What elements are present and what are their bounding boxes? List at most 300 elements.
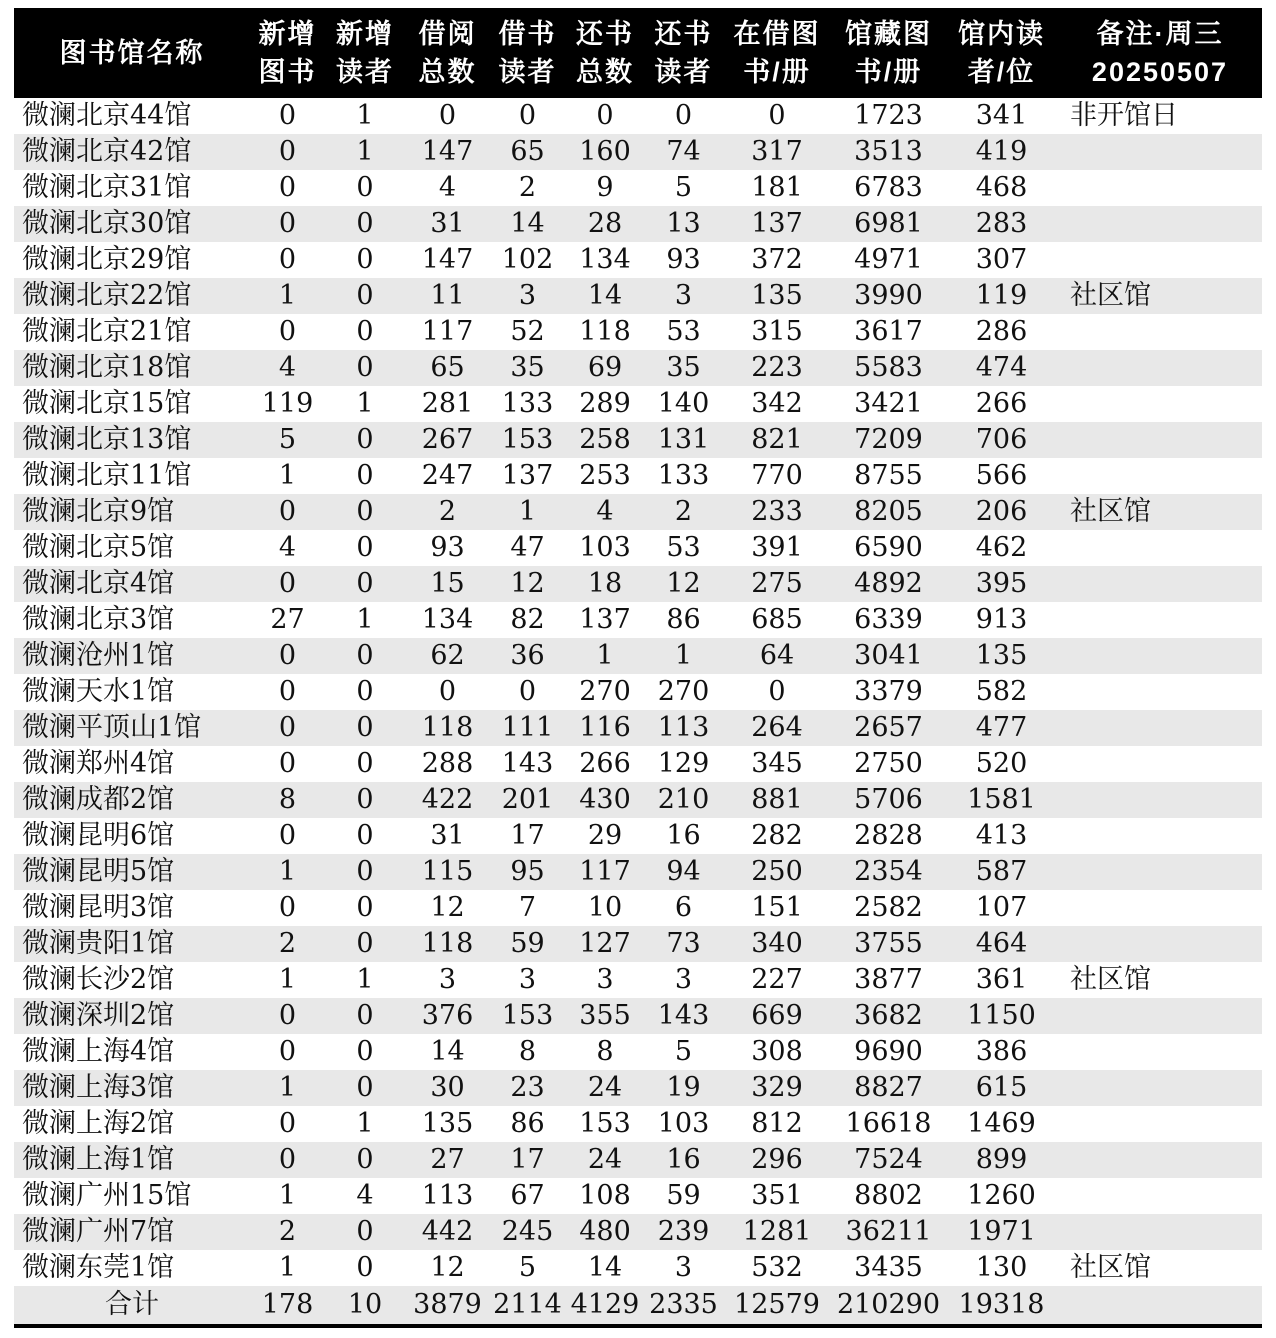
cell-return-readers: 13	[666, 208, 701, 239]
cell-new-readers: 0	[356, 1252, 374, 1283]
cell-books-on-loan: 0	[768, 100, 786, 131]
cell-borrow-total: 117	[421, 316, 474, 347]
cell-return-total: 266	[579, 748, 631, 779]
cell-library-name: 微澜平顶山1馆	[22, 712, 202, 743]
cell-collection-volumes: 3041	[854, 640, 923, 671]
cell-remark	[1058, 350, 1262, 386]
cell-in-library-readers: 395	[975, 568, 1028, 599]
table-header	[14, 8, 1262, 98]
header-library-name: 图书馆名称	[14, 8, 250, 98]
cell-return-readers: 140	[657, 388, 710, 419]
cell-return-total: 4	[596, 496, 614, 527]
cell-remark	[1058, 422, 1262, 458]
cell-borrow-readers: 67	[510, 1180, 545, 1211]
cell-collection-volumes: 7524	[854, 1144, 923, 1175]
cell-new-books: 0	[278, 172, 297, 203]
cell-new-books: 0	[278, 892, 297, 923]
cell-library-name: 微澜上海4馆	[22, 1036, 175, 1067]
table-row	[14, 1034, 1262, 1070]
cell-borrow-readers: 59	[510, 928, 545, 959]
cell-remark	[1058, 386, 1262, 422]
cell-collection-volumes: 8755	[854, 460, 923, 491]
cell-collection-volumes: 9690	[854, 1036, 923, 1067]
cell-return-readers: 16	[666, 820, 701, 851]
cell-books-on-loan: 329	[751, 1072, 803, 1103]
cell-remark	[1058, 1142, 1262, 1178]
cell-new-readers: 1	[356, 1108, 374, 1139]
cell-in-library-readers: 283	[975, 208, 1028, 239]
cell-in-library-readers: 1260	[967, 1180, 1036, 1211]
cell-collection-volumes: 36211	[845, 1216, 932, 1247]
cell-borrow-readers: 137	[501, 460, 554, 491]
cell-in-library-readers: 307	[975, 244, 1028, 275]
total-remark	[1058, 1286, 1262, 1326]
cell-return-readers: 0	[674, 100, 693, 131]
cell-remark	[1058, 242, 1262, 278]
cell-books-on-loan: 275	[751, 568, 803, 599]
table-row	[14, 1070, 1262, 1106]
cell-books-on-loan: 351	[751, 1180, 803, 1211]
cell-new-readers: 0	[356, 316, 374, 347]
cell-return-readers: 131	[657, 424, 710, 455]
cell-books-on-loan: 345	[751, 748, 803, 779]
cell-collection-volumes: 4971	[854, 244, 923, 275]
cell-books-on-loan: 821	[751, 424, 803, 455]
cell-borrow-readers: 14	[510, 208, 545, 239]
cell-books-on-loan: 250	[751, 856, 803, 887]
cell-books-on-loan: 0	[768, 676, 786, 707]
cell-new-books: 0	[278, 1144, 297, 1175]
cell-in-library-readers: 1581	[967, 784, 1036, 815]
table-row	[14, 566, 1262, 602]
table-row	[14, 494, 1262, 530]
cell-new-books: 0	[278, 712, 297, 743]
cell-new-readers: 0	[356, 172, 374, 203]
cell-new-books: 0	[278, 136, 297, 167]
cell-library-name: 微澜广州15馆	[22, 1180, 192, 1211]
cell-library-name: 微澜北京42馆	[22, 136, 192, 167]
cell-library-name: 微澜北京21馆	[22, 316, 192, 347]
cell-remark	[1058, 854, 1262, 890]
cell-remark	[1058, 134, 1262, 170]
cell-return-readers: 16	[666, 1144, 701, 1175]
cell-return-total: 134	[579, 244, 631, 275]
table-row	[14, 98, 1262, 134]
cell-return-readers: 73	[666, 928, 701, 959]
cell-new-readers: 0	[356, 280, 374, 311]
table-row	[14, 710, 1262, 746]
table-footer	[14, 1286, 1262, 1326]
cell-collection-volumes: 7209	[854, 424, 923, 455]
table-row	[14, 386, 1262, 422]
cell-books-on-loan: 881	[751, 784, 803, 815]
cell-borrow-total: 0	[438, 100, 457, 131]
cell-library-name: 微澜昆明3馆	[22, 892, 175, 923]
cell-borrow-total: 147	[421, 244, 474, 275]
cell-borrow-total: 3	[438, 964, 457, 995]
cell-books-on-loan: 137	[751, 208, 803, 239]
cell-new-readers: 0	[356, 748, 374, 779]
cell-new-readers: 0	[356, 784, 374, 815]
cell-borrow-total: 2	[438, 496, 457, 527]
cell-new-books: 1	[278, 964, 297, 995]
cell-return-total: 116	[579, 712, 631, 743]
cell-collection-volumes: 3435	[854, 1252, 923, 1283]
cell-library-name: 微澜北京4馆	[22, 568, 175, 599]
cell-collection-volumes: 8827	[854, 1072, 923, 1103]
table-row	[14, 314, 1262, 350]
cell-new-books: 119	[261, 388, 314, 419]
cell-collection-volumes: 2657	[854, 712, 923, 743]
cell-books-on-loan: 308	[751, 1036, 803, 1067]
cell-borrow-readers: 47	[510, 532, 545, 563]
header-row	[14, 8, 1262, 98]
cell-borrow-total: 267	[421, 424, 474, 455]
cell-return-total: 0	[596, 100, 614, 131]
cell-return-total: 24	[587, 1072, 623, 1103]
cell-collection-volumes: 2354	[854, 856, 923, 887]
cell-remark	[1058, 1178, 1262, 1214]
cell-new-books: 0	[278, 676, 297, 707]
cell-new-readers: 0	[356, 892, 374, 923]
header-books-on-loan: 在借图 书/册	[722, 8, 832, 98]
cell-new-readers: 1	[356, 388, 374, 419]
cell-books-on-loan: 685	[751, 604, 803, 635]
cell-borrow-total: 118	[421, 712, 474, 743]
cell-return-readers: 19	[666, 1072, 701, 1103]
cell-borrow-readers: 95	[510, 856, 545, 887]
cell-return-total: 127	[579, 928, 631, 959]
cell-borrow-total: 65	[430, 352, 465, 383]
cell-return-total: 18	[587, 568, 623, 599]
cell-return-total: 69	[587, 352, 623, 383]
cell-in-library-readers: 566	[975, 460, 1028, 491]
total-new-readers: 10	[347, 1289, 383, 1320]
cell-borrow-total: 31	[430, 820, 465, 851]
cell-new-books: 0	[278, 820, 297, 851]
cell-books-on-loan: 223	[751, 352, 803, 383]
cell-books-on-loan: 135	[751, 280, 803, 311]
cell-remark	[1058, 1214, 1262, 1250]
cell-new-readers: 1	[356, 100, 374, 131]
cell-books-on-loan: 181	[751, 172, 803, 203]
cell-collection-volumes: 5583	[854, 352, 923, 383]
cell-remark	[1058, 170, 1262, 206]
footer-row	[14, 1286, 1262, 1326]
cell-borrow-readers: 102	[501, 244, 554, 275]
cell-borrow-readers: 1	[518, 496, 537, 527]
cell-in-library-readers: 130	[975, 1252, 1028, 1283]
cell-return-readers: 93	[666, 244, 701, 275]
cell-new-readers: 0	[356, 712, 374, 743]
table-row	[14, 422, 1262, 458]
cell-library-name: 微澜北京13馆	[22, 424, 192, 455]
cell-return-readers: 59	[666, 1180, 701, 1211]
cell-return-total: 29	[587, 820, 623, 851]
cell-library-name: 微澜天水1馆	[22, 676, 175, 707]
cell-library-name: 微澜上海3馆	[22, 1072, 175, 1103]
cell-library-name: 微澜贵阳1馆	[22, 928, 175, 959]
cell-in-library-readers: 913	[975, 604, 1028, 635]
header-new-books: 新增 图书	[250, 8, 325, 98]
cell-collection-volumes: 8802	[854, 1180, 923, 1211]
cell-remark	[1058, 746, 1262, 782]
cell-books-on-loan: 315	[751, 316, 803, 347]
cell-remark: 社区馆	[1070, 1252, 1151, 1283]
cell-books-on-loan: 1281	[742, 1216, 812, 1247]
cell-borrow-readers: 3	[518, 964, 537, 995]
table-row	[14, 350, 1262, 386]
cell-return-total: 117	[579, 856, 631, 887]
cell-new-readers: 0	[356, 496, 374, 527]
cell-in-library-readers: 119	[975, 280, 1028, 311]
cell-remark	[1058, 458, 1262, 494]
cell-return-readers: 3	[674, 280, 693, 311]
cell-return-readers: 103	[657, 1108, 710, 1139]
cell-books-on-loan: 233	[751, 496, 803, 527]
cell-remark	[1058, 926, 1262, 962]
cell-borrow-readers: 111	[501, 712, 554, 743]
cell-borrow-total: 115	[421, 856, 474, 887]
cell-new-books: 27	[270, 604, 305, 635]
cell-in-library-readers: 464	[975, 928, 1028, 959]
cell-remark	[1058, 710, 1262, 746]
cell-collection-volumes: 3513	[854, 136, 923, 167]
cell-borrow-readers: 143	[501, 748, 554, 779]
cell-new-books: 2	[278, 928, 297, 959]
cell-new-readers: 0	[356, 424, 374, 455]
cell-new-readers: 0	[356, 1000, 374, 1031]
cell-books-on-loan: 340	[751, 928, 803, 959]
cell-new-books: 1	[278, 856, 297, 887]
cell-return-readers: 113	[657, 712, 710, 743]
cell-books-on-loan: 151	[751, 892, 803, 923]
cell-new-books: 0	[278, 100, 297, 131]
cell-new-books: 0	[278, 316, 297, 347]
header-borrow-readers: 借书 读者	[490, 8, 565, 98]
cell-return-total: 108	[579, 1180, 631, 1211]
cell-collection-volumes: 1723	[854, 100, 923, 131]
cell-in-library-readers: 1469	[967, 1108, 1036, 1139]
cell-borrow-readers: 5	[518, 1252, 537, 1283]
cell-borrow-readers: 17	[510, 820, 545, 851]
table-row	[14, 1106, 1262, 1142]
total-new-books: 178	[261, 1289, 314, 1320]
header-collection-volumes: 馆藏图 书/册	[832, 8, 945, 98]
cell-remark: 非开馆日	[1070, 100, 1178, 131]
cell-borrow-readers: 0	[518, 676, 537, 707]
cell-return-total: 355	[579, 1000, 631, 1031]
total-return-readers: 2335	[649, 1289, 718, 1320]
cell-library-name: 微澜北京18馆	[22, 352, 192, 383]
cell-collection-volumes: 6981	[854, 208, 923, 239]
table-row	[14, 998, 1262, 1034]
cell-borrow-readers: 17	[510, 1144, 545, 1175]
cell-borrow-readers: 201	[501, 784, 554, 815]
cell-library-name: 微澜北京5馆	[22, 532, 175, 563]
cell-new-books: 0	[278, 640, 297, 671]
cell-remark	[1058, 206, 1262, 242]
cell-in-library-readers: 419	[975, 136, 1028, 167]
cell-new-readers: 0	[356, 244, 374, 275]
cell-return-readers: 94	[666, 856, 701, 887]
cell-new-readers: 0	[356, 676, 374, 707]
header-new-readers: 新增 读者	[325, 8, 405, 98]
cell-new-books: 2	[278, 1216, 297, 1247]
cell-return-total: 253	[579, 460, 631, 491]
cell-return-readers: 74	[666, 136, 701, 167]
cell-in-library-readers: 107	[975, 892, 1028, 923]
total-in-library-readers: 19318	[958, 1289, 1045, 1320]
cell-borrow-readers: 2	[518, 172, 537, 203]
cell-borrow-readers: 82	[510, 604, 545, 635]
cell-new-readers: 1	[356, 136, 374, 167]
cell-library-name: 微澜北京44馆	[22, 100, 192, 131]
cell-borrow-total: 147	[421, 136, 474, 167]
cell-return-total: 28	[587, 208, 623, 239]
cell-in-library-readers: 899	[975, 1144, 1028, 1175]
cell-borrow-total: 135	[421, 1108, 474, 1139]
cell-remark	[1058, 314, 1262, 350]
cell-new-readers: 0	[356, 1144, 374, 1175]
cell-in-library-readers: 361	[975, 964, 1028, 995]
cell-in-library-readers: 1971	[967, 1216, 1036, 1247]
cell-new-readers: 0	[356, 640, 374, 671]
cell-return-total: 160	[579, 136, 631, 167]
total-borrow-readers: 2114	[493, 1289, 562, 1320]
cell-borrow-total: 27	[430, 1144, 465, 1175]
cell-return-readers: 5	[674, 172, 693, 203]
cell-new-books: 5	[278, 424, 297, 455]
cell-return-total: 289	[579, 388, 631, 419]
table-row	[14, 134, 1262, 170]
header-remark-date: 备注·周三 20250507	[1058, 8, 1262, 98]
cell-new-books: 1	[278, 1072, 297, 1103]
cell-borrow-readers: 35	[510, 352, 545, 383]
cell-return-readers: 1	[674, 640, 693, 671]
cell-borrow-readers: 153	[501, 1000, 554, 1031]
cell-new-books: 0	[278, 1036, 297, 1067]
cell-borrow-total: 281	[421, 388, 474, 419]
cell-borrow-readers: 65	[510, 136, 545, 167]
cell-borrow-total: 12	[430, 892, 465, 923]
cell-in-library-readers: 587	[975, 856, 1028, 887]
cell-return-readers: 3	[674, 1252, 693, 1283]
cell-borrow-readers: 245	[501, 1216, 554, 1247]
cell-new-books: 0	[278, 208, 297, 239]
cell-borrow-readers: 0	[518, 100, 537, 131]
cell-in-library-readers: 468	[975, 172, 1028, 203]
cell-borrow-total: 422	[421, 784, 474, 815]
cell-return-readers: 239	[657, 1216, 710, 1247]
cell-library-name: 微澜昆明5馆	[22, 856, 175, 887]
cell-borrow-total: 113	[421, 1180, 474, 1211]
header-in-library-readers: 馆内读 者/位	[945, 8, 1058, 98]
cell-in-library-readers: 474	[975, 352, 1028, 383]
cell-collection-volumes: 3877	[854, 964, 923, 995]
cell-new-readers: 1	[356, 964, 374, 995]
cell-new-books: 0	[278, 244, 297, 275]
cell-borrow-total: 376	[421, 1000, 474, 1031]
cell-library-name: 微澜郑州4馆	[22, 748, 175, 779]
cell-remark: 社区馆	[1070, 280, 1151, 311]
cell-books-on-loan: 264	[751, 712, 803, 743]
cell-return-total: 24	[587, 1144, 623, 1175]
cell-library-name: 微澜上海1馆	[22, 1144, 175, 1175]
cell-borrow-total: 118	[421, 928, 474, 959]
cell-return-total: 14	[587, 280, 623, 311]
table-row	[14, 782, 1262, 818]
cell-in-library-readers: 462	[975, 532, 1028, 563]
cell-collection-volumes: 3682	[854, 1000, 923, 1031]
cell-collection-volumes: 6590	[854, 532, 923, 563]
cell-return-total: 480	[579, 1216, 631, 1247]
cell-remark	[1058, 1106, 1262, 1142]
cell-library-name: 微澜北京31馆	[22, 172, 192, 203]
cell-library-name: 微澜北京11馆	[22, 460, 192, 491]
cell-new-readers: 0	[356, 856, 374, 887]
cell-return-readers: 53	[666, 532, 701, 563]
table-row	[14, 1178, 1262, 1214]
cell-library-name: 微澜上海2馆	[22, 1108, 175, 1139]
cell-borrow-total: 31	[430, 208, 465, 239]
table-row	[14, 638, 1262, 674]
cell-new-readers: 0	[356, 928, 374, 959]
cell-books-on-loan: 770	[751, 460, 803, 491]
cell-in-library-readers: 386	[975, 1036, 1028, 1067]
table-row	[14, 242, 1262, 278]
cell-new-books: 0	[278, 568, 297, 599]
cell-new-readers: 4	[356, 1180, 374, 1211]
cell-borrow-total: 12	[430, 1252, 465, 1283]
cell-return-readers: 270	[657, 676, 710, 707]
cell-collection-volumes: 3990	[854, 280, 923, 311]
header-borrow-total: 借阅 总数	[405, 8, 490, 98]
cell-borrow-total: 15	[430, 568, 465, 599]
cell-borrow-readers: 8	[518, 1036, 537, 1067]
cell-borrow-total: 11	[430, 280, 465, 311]
cell-books-on-loan: 532	[751, 1252, 803, 1283]
cell-remark	[1058, 602, 1262, 638]
cell-collection-volumes: 5706	[854, 784, 923, 815]
cell-new-books: 0	[278, 1000, 297, 1031]
cell-new-readers: 1	[356, 604, 374, 635]
cell-return-total: 9	[596, 172, 614, 203]
cell-borrow-total: 442	[421, 1216, 474, 1247]
cell-remark	[1058, 890, 1262, 926]
cell-return-readers: 53	[666, 316, 701, 347]
cell-return-readers: 3	[674, 964, 693, 995]
cell-return-total: 118	[579, 316, 631, 347]
cell-collection-volumes: 16618	[845, 1108, 932, 1139]
cell-in-library-readers: 341	[975, 100, 1028, 131]
cell-books-on-loan: 282	[751, 820, 803, 851]
cell-in-library-readers: 286	[975, 316, 1028, 347]
cell-library-name: 微澜成都2馆	[22, 784, 175, 815]
cell-borrow-total: 30	[430, 1072, 465, 1103]
cell-new-readers: 0	[356, 352, 374, 383]
cell-new-books: 0	[278, 496, 297, 527]
cell-remark	[1058, 1070, 1262, 1106]
table-row	[14, 170, 1262, 206]
cell-new-books: 0	[278, 1108, 297, 1139]
cell-collection-volumes: 4892	[854, 568, 923, 599]
table-row	[14, 458, 1262, 494]
cell-in-library-readers: 582	[975, 676, 1028, 707]
table-row	[14, 278, 1262, 314]
table-row	[14, 602, 1262, 638]
cell-remark	[1058, 998, 1262, 1034]
